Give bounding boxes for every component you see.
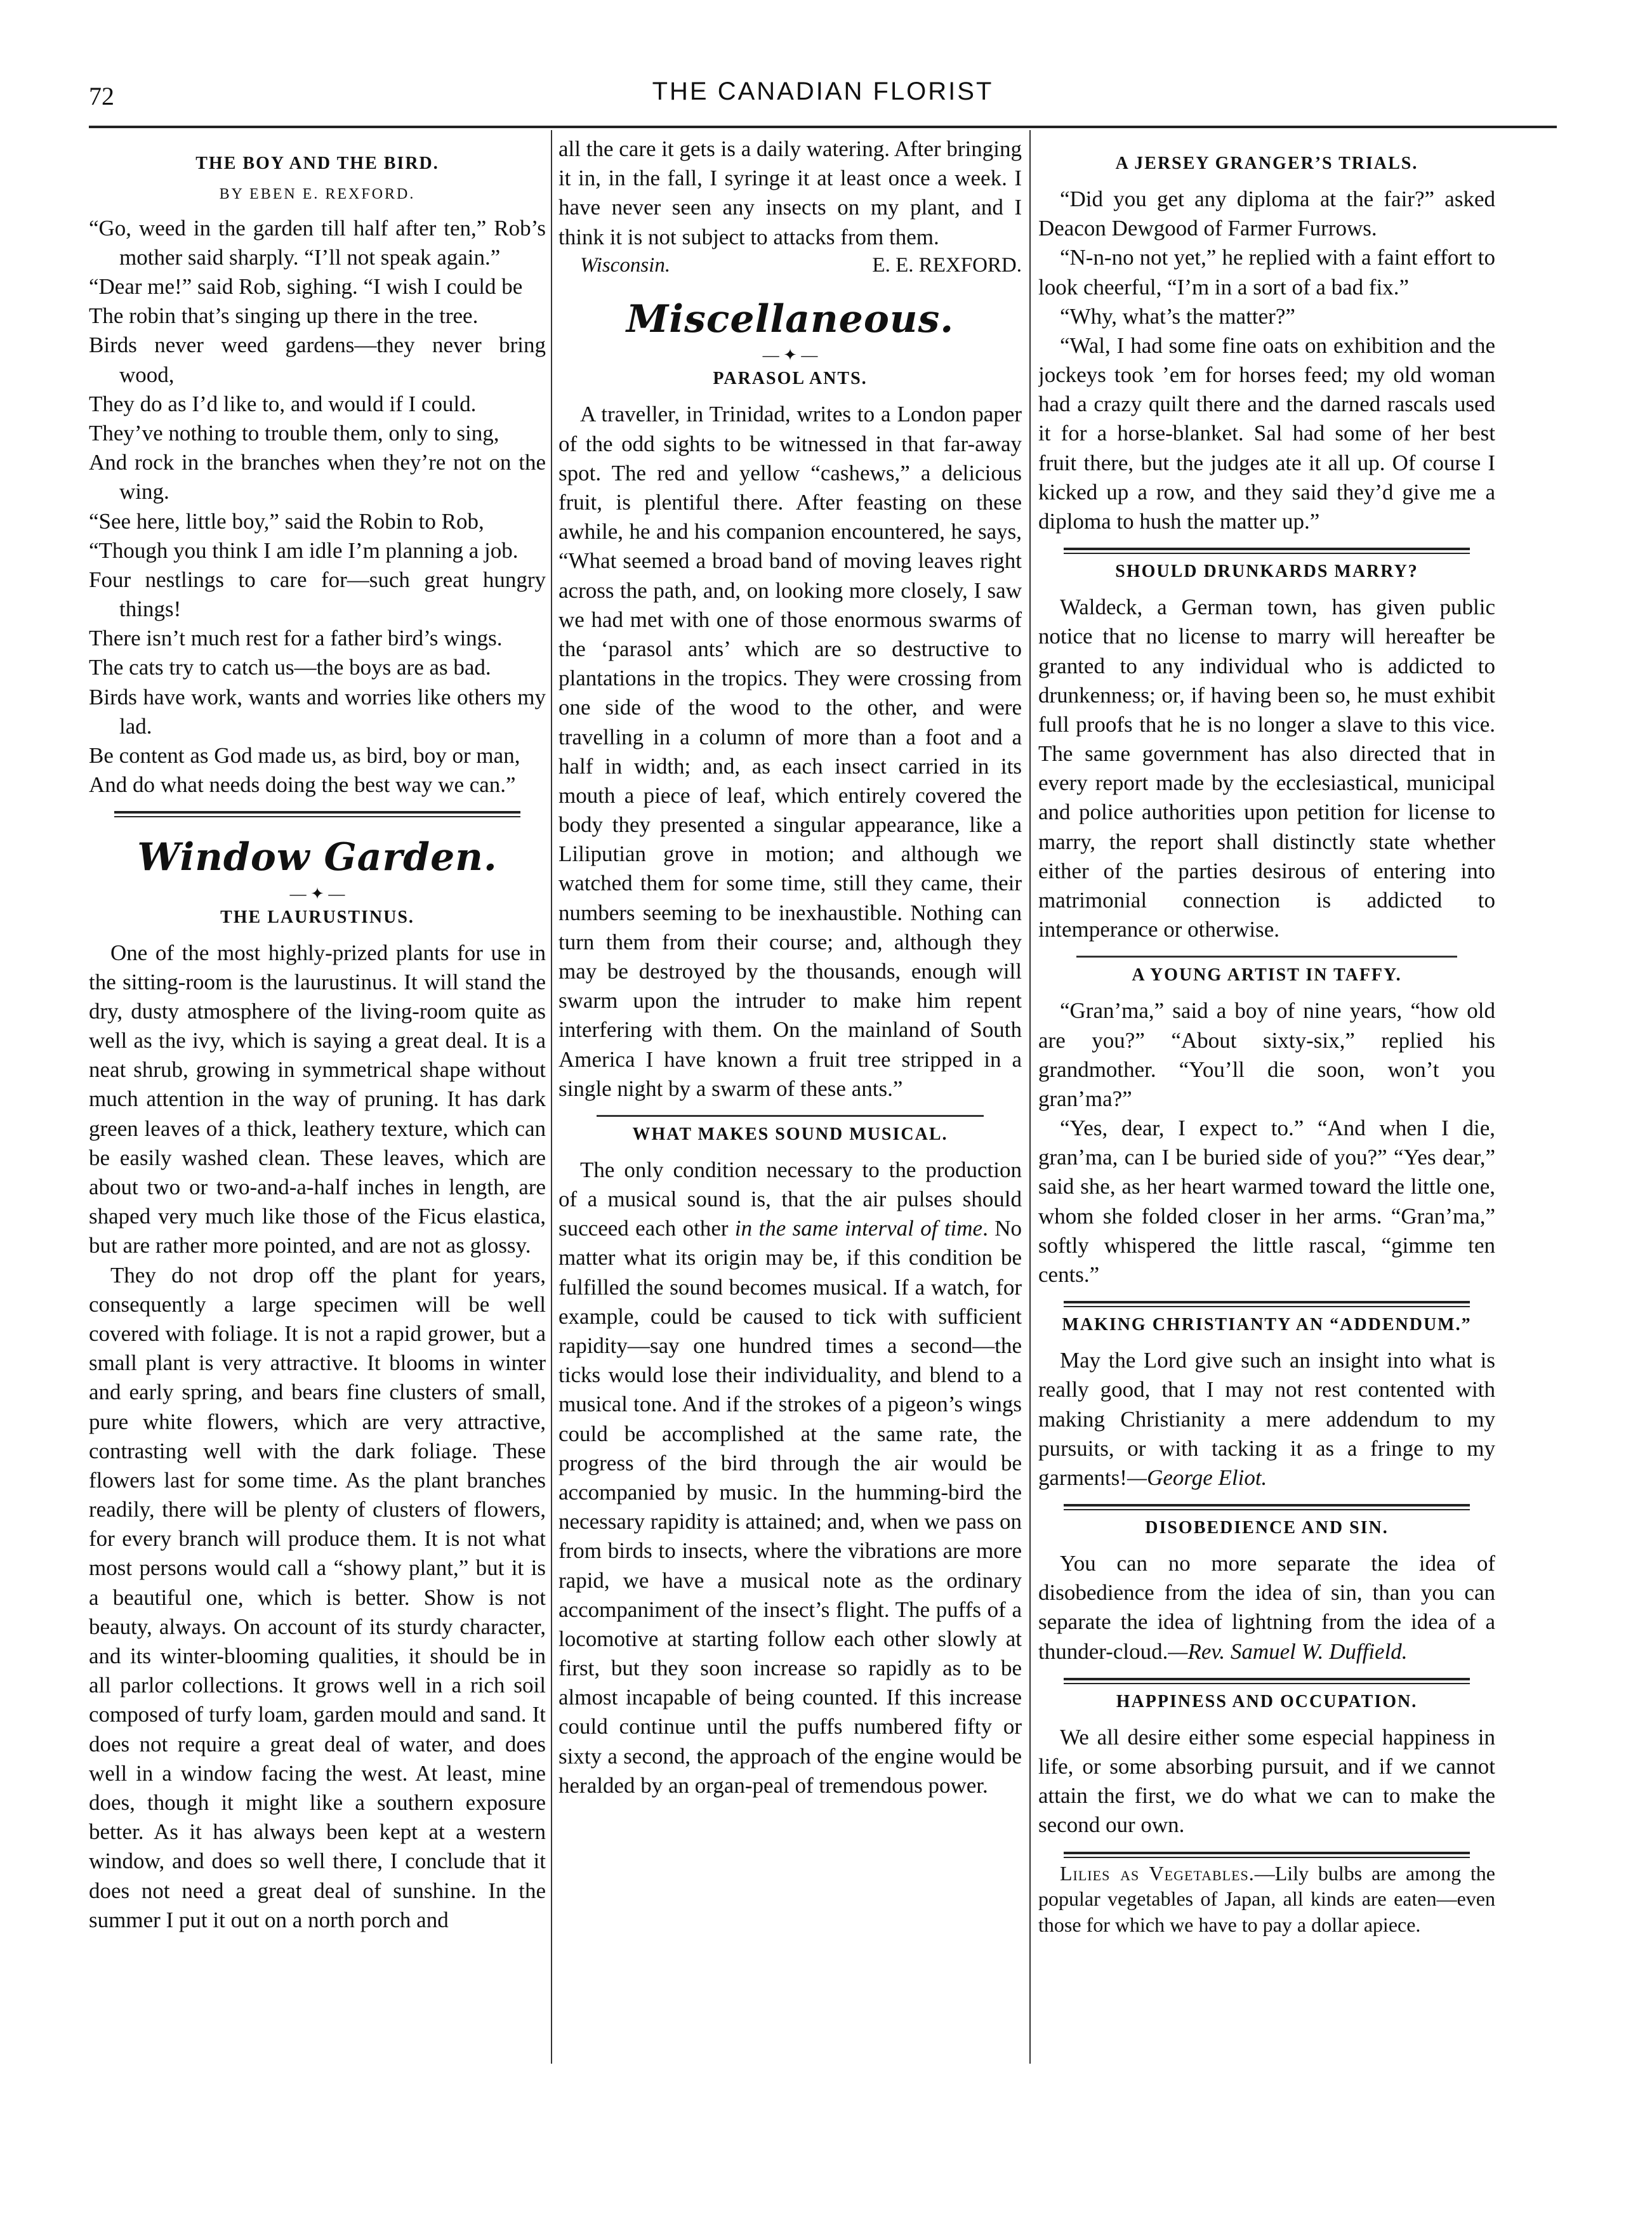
column-divider [551,130,552,2064]
attribution: —George Eliot. [1127,1465,1267,1490]
emphasis-text: in the same interval of time [734,1216,983,1241]
poem-line: They’ve nothing to trouble them, only to sing, [89,420,499,445]
section-rule [1064,1504,1470,1510]
poem-line: The cats try to catch us—the boys are as bad. [89,655,491,680]
article-title: HAPPINESS AND OCCUPATION. [1116,1691,1418,1711]
article-title: MAKING CHRISTIANTY AN “ADDENDUM.” [1062,1315,1472,1335]
poem-line: “See here, little boy,” said the Robin to Rob, [89,508,484,534]
text-run: The only condition necessary to the production of a musical sound is, that the air pulses should succeed each other [558,1157,1022,1241]
article-title: A JERSEY GRANGER’S TRIALS. [1115,154,1418,173]
article-paragraph: One of the most highly-prized plants for use in the sitting-room is the laurustinus. It will stand the dry, dusty atmosphere of the living-room quite as well as the ivy, which is saying a great deal. It is a neat shrub, growing in symmetrical shape without much attention in the way of pruning. It has dark green leaves of a thick, leathery texture, which can be easily washed clean. These leaves, which are about two or two-and-a-half inches in length, are shaped very much like those of the Ficus elastica, but are rather more pointed, and are not as glossy. [89,940,546,1258]
signature-line [558,252,1022,280]
article-paragraph [1038,1346,1495,1493]
poem [89,214,546,800]
column-divider [1029,130,1031,2064]
article-paragraph: “Did you get any diploma at the fair?” asked Deacon Dewgood of Farmer Furrows. [1038,186,1495,241]
publication-title: THE CANADIAN FLORIST [652,77,994,105]
article-title: WHAT MAKES SOUND MUSICAL. [632,1124,948,1144]
article-paragraph: “Why, what’s the matter?” [1060,303,1295,329]
text-run: You can no more separate the idea of disobedience from the idea of sin, than you can separate the idea of lightning from the idea of a thunder-cloud. [1038,1551,1495,1664]
article-title: SHOULD DRUNKARDS MARRY? [1115,562,1418,582]
column-left [89,135,546,2064]
article-paragraph: all the care it gets is a daily watering. After bringing it in, in the fall, I syringe it at least once a week. I have never seen any insects on my plant, and I think it is not subject to attacks from them. [558,136,1022,249]
article-title: A YOUNG ARTIST IN TAFFY. [1132,965,1402,986]
poem-line: And rock in the branches when they’re not on the wing. [89,450,546,504]
section-rule [1064,1678,1470,1684]
poem-line: Be content as God made us, as bird, boy or man, [89,743,520,768]
section-rule [1064,548,1470,554]
poem-line: “Dear me!” said Rob, sighing. “I wish I could be [89,274,523,299]
page-header [89,76,1557,133]
attribution: —Rev. Samuel W. Duffield. [1168,1638,1408,1664]
signature-place: Wisconsin. [580,253,671,277]
article-paragraph: They do not drop off the plant for years, consequently a large specimen will be well covered with foliage. It is not a rapid grower, but a small plant is very attractive. It blooms in winter and early spring, and bears fine clusters of small, pure white flowers, which are very attractive, contrasting well with the dark foliage. These flowers last for some time. As the plant branches readily, there will be plenty of clusters of flowers, for every branch will produce them. It is not what most persons would call a “showy plant,” but it is a beautiful one, which is better. Show is not beauty, always. On account of its sturdy character, and its winter-blooming qualities, it should be in all parlor collections. It grows well in a rich soil composed of turfy loam, garden mould and sand. It does not require a great deal of water, and does well in a window facing the west. At least, mine does, though it might like a southern exposure better. As it has always been kept at a western window, and does so well there, I conclude that it does not need a great deal of sunshine. In the summer I put it out on a north porch and [89,1262,546,1932]
header-rule [89,126,1557,128]
article-title: PARASOL ANTS. [713,369,868,389]
poem-line: The robin that’s singing up there in the tree. [89,303,479,329]
article-title: THE LAURUSTINUS. [220,907,414,927]
poem-line: And do what needs doing the best way we can.” [89,772,516,798]
article-paragraph [558,1156,1022,1800]
short-note [1038,1861,1495,1939]
section-rule [1064,1852,1470,1858]
article-title: THE BOY AND THE BIRD. [195,154,439,173]
section-rule [597,1115,984,1117]
poem-line: Four nestlings to care for—such great hungry things! [89,567,546,622]
column-right [1038,135,1495,2064]
article-paragraph: “Gran’ma,” said a boy of nine years, “how old are you?” “About sixty-six,” replied his grandmother. “You’ll die soon, won’t you gran’ma?” [1038,998,1495,1111]
column-middle [558,135,1022,2064]
section-rule [1064,1301,1470,1307]
ornament-divider: — ✦ — [762,346,818,365]
article-paragraph: “Wal, I had some fine oats on exhibition and the jockeys took ’em for horses feed; my old woman had a crazy quilt there and the darned rascals used it for a horse-blanket. Sal had some of her best fruit there, but the judges ate it all up. Of course I kicked up a row, and they said they’d give me a diploma to hush the matter up.” [1038,333,1495,534]
poem-line: “Go, weed in the garden till half after ten,” Rob’s mother said sharply. “I’ll not speak again.” [89,215,546,270]
text-run: May the Lord give such an insight into what is really good, that I may not rest contented with making Christianity a mere addendum to my pursuits, or with tacking it as a fringe to my garments! [1038,1348,1495,1490]
poem-line: Birds never weed gardens—they never bring wood, [89,333,546,387]
poem-line: They do as I’d like to, and would if I could. [89,391,477,416]
section-heading: Miscellaneous. [626,297,955,342]
note-label: Lilies as Vegetables. [1060,1861,1255,1885]
article-title: DISOBEDIENCE AND SIN. [1145,1518,1389,1538]
article-paragraph: A traveller, in Trinidad, writes to a London paper of the odd sights to be witnessed in that far-away spot. The red and yellow “cashews,” a delicious fruit, is plentiful there. After feasting on these awhile, he and his companion encountered, he says, “What seemed a broad band of moving leaves right across the path, and, on looking more closely, I saw we had met with one of those enormous swarms of the ‘parasol ants’ which are so destructive to plantations in the tropics. They were crossing from one side of the wood to the other, and were travelling in a column of more than a foot and a half in width; and, as each insect carried in its mouth a piece of leaf, which entirely covered the body they presented a singular appearance, like a Liliputian grove in motion; and although we watched them for some time, still they came, their numbers seeming to be inexhaustible. Nothing can turn them from their course; and, although they may be destroyed by the thousands, enough will swarm upon the intruder to make him repent interfering with them. On the mainland of South America I have known a fruit tree stripped in a single night by a swarm of these ants.” [558,402,1022,1101]
signature-name: E. E. REXFORD. [872,253,1022,277]
article-paragraph: We all desire either some especial happiness in life, or some absorbing pursuit, and if we cannot attain the first, we do what we can to make the second our own. [1038,1724,1495,1838]
poem-line: Birds have work, wants and worries like others my lad. [89,684,546,739]
article-paragraph: “N-n-no not yet,” he replied with a faint effort to look cheerful, “I’m in a sort of a bad fix.” [1038,245,1495,300]
article-paragraph [1038,1549,1495,1666]
article-paragraph: “Yes, dear, I expect to.” “And when I die, gran’ma, can I be buried side of you?” “Yes dear,” said she, as her heart warmed toward the little one, whom she folded closer in her arms. “Gran’ma,” softly whispered the little rascal, “gimme ten cents.” [1038,1116,1495,1288]
text-run: . No matter what its origin may be, if this condition be fulfilled the sound becomes musical. If a watch, for example, could be caused to tick with sufficient rapidity—say one hundred times a second—the ticks would lose their individuality, and blend to a musical tone. And if the strokes of a pigeon’s wings could be accomplished at the same rate, the progress of the bird through the air would be accompanied by music. In the humming-bird the necessary rapidity is attained; and, when we pass on from birds to insects, where the vibrations are more rapid, we have a musical note as the ordinary accompaniment of the insect’s flight. The puffs of a locomotive at starting follow each other slowly at first, but they soon increase so rapidly as to be almost incapable of being counted. If this increase could continue until the puffs numbered fifty or sixty a second, the approach of the engine would be heralded by an organ-peal of tremendous power. [558,1216,1022,1798]
text-run: —Lily bulbs are among the popular vegetables of Japan, all kinds are eaten—even those for which we have to pay a dollar apiece. [1038,1861,1495,1937]
poem-line: There isn’t much rest for a father bird’s wings. [89,626,503,651]
section-rule [1076,956,1457,958]
article-paragraph: Waldeck, a German town, has given public notice that no license to marry will hereafter be granted to any individual who is addicted to drunkenness; or, if having been so, he must exhibit full proofs that he is no longer a slave to this vice. The same government has also directed that in every report made by the ecclesiastical, municipal and police authorities upon petition for license to marry, the report shall distinctly state whether either of the parties desirous of entering into matrimonial connection is addicted to intemperance or otherwise. [1038,595,1495,942]
poem-line: “Though you think I am idle I’m planning a job. [89,537,519,563]
section-heading: Window Garden. [137,835,498,880]
section-rule [114,811,520,817]
page-number: 72 [89,82,114,110]
byline: BY EBEN E. REXFORD. [219,185,416,202]
ornament-divider: — ✦ — [289,884,345,903]
